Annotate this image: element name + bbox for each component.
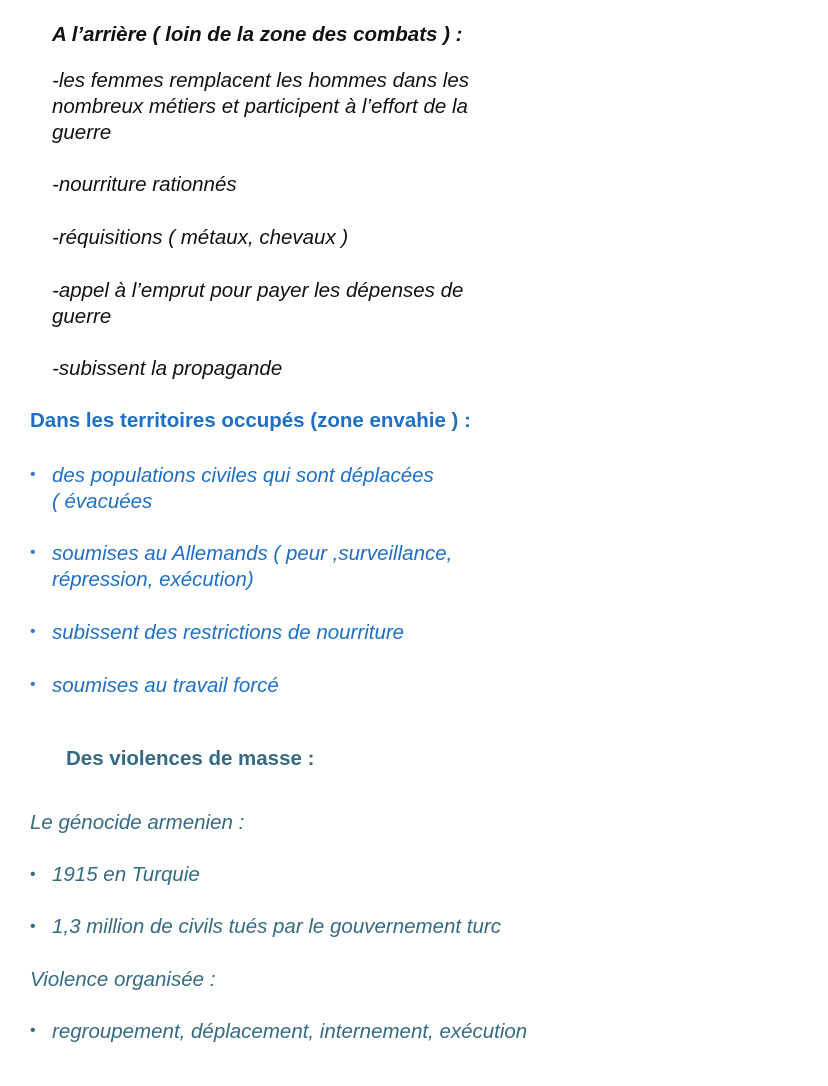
bullet-icon: • (30, 544, 36, 561)
arriere-item-loan (52, 278, 463, 330)
genocide-item-year: 1915 en Turquie (52, 863, 200, 886)
subheading-violence-organisee: Violence organisée : (30, 968, 216, 991)
text-line: soumises au Allemands ( peur ,surveillance, (52, 542, 453, 565)
text-line: -les femmes remplacent les hommes dans les (52, 69, 469, 92)
text-line: soumises au travail forcé (52, 674, 279, 697)
subheading-genocide: Le génocide armenien : (30, 811, 245, 834)
text-line: des populations civiles qui sont déplacées (52, 464, 434, 487)
heading-territoires-occupes: Dans les territoires occupés (zone envahie ) : (30, 409, 471, 432)
bullet-icon: • (30, 866, 36, 883)
occupes-item-forced-labor (52, 673, 279, 699)
occupes-item-submitted (52, 541, 452, 593)
genocide-item-victims: 1,3 million de civils tués par le gouvernement turc (52, 915, 501, 938)
violence-item-steps: regroupement, déplacement, internement, exécution (52, 1020, 528, 1043)
text-line: -réquisitions ( métaux, chevaux ) (52, 226, 349, 249)
text-line: -appel à l’emprut pour payer les dépenses de (52, 279, 464, 302)
text-line: -subissent la propagande (52, 357, 283, 380)
text-line: répression, exécution) (52, 568, 254, 591)
bullet-icon: • (30, 466, 36, 483)
text-line: -nourriture rationnés (52, 173, 237, 196)
arriere-item-requisitions (52, 225, 348, 251)
arriere-item-food (52, 172, 237, 198)
heading-arriere: A l’arrière ( loin de la zone des combats ) : (52, 23, 463, 46)
text-line: subissent des restrictions de nourriture (52, 621, 405, 644)
bullet-icon: • (30, 623, 36, 640)
bullet-icon: • (30, 1022, 36, 1039)
text-line: ( évacuées (52, 490, 153, 513)
occupes-item-restrictions (52, 620, 404, 646)
text-line: guerre (52, 305, 112, 328)
text-line: nombreux métiers et participent à l’effort de la (52, 95, 468, 118)
heading-violences-de-masse: Des violences de masse : (66, 747, 315, 770)
arriere-item-women (52, 68, 469, 146)
text-line: guerre (52, 121, 112, 144)
bullet-icon: • (30, 676, 36, 693)
bullet-icon: • (30, 918, 36, 935)
arriere-item-propaganda (52, 356, 282, 382)
occupes-item-displaced (52, 463, 434, 515)
